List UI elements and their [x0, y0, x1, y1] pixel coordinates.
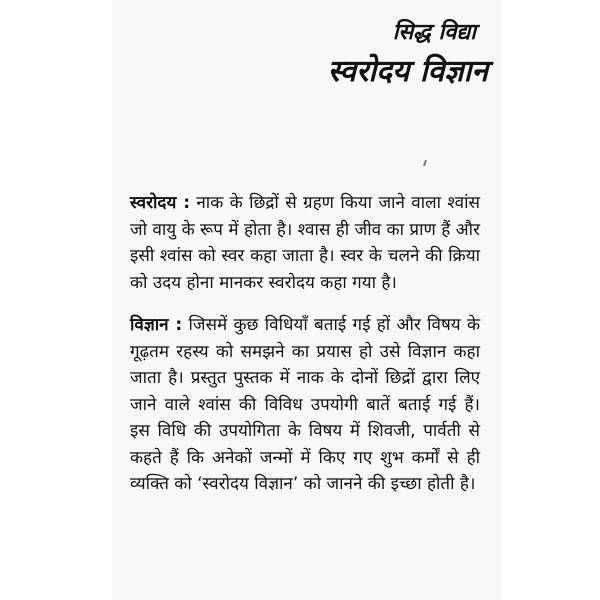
definition-paragraph-vigyan	[130, 312, 480, 498]
definition-paragraph-swarodaya	[130, 190, 480, 296]
page-header	[328, 18, 488, 94]
page-body	[130, 190, 480, 514]
series-title: सिद्ध विद्या	[392, 20, 476, 45]
term-vigyan: विज्ञान :	[130, 315, 183, 335]
definition-vigyan-text: जिसमें कुछ विधियाँ बताई गई हों और विषय के गूढ़तम रहस्य को समझने का प्रयास हो उसे विज्ञान कहा जाता है। प्रस्तुत पुस्तक में नाक के दोनों छिद्रों द्वारा लिए जाने वाले श्वांस की विविध उपयोगी बातें बताई गई हैं। इस विधि की उपयोगिता के विषय में शिवजी, पार्वती से कहते हैं कि अनेकों जन्मों में किए गए शुभ कर्मों से ही व्यक्ति को ‘स्वरोदय विज्ञान’ को जानने की इच्छा होती है।	[130, 315, 480, 494]
term-swarodaya: स्वरोदय :	[130, 193, 190, 213]
definition-swarodaya-text: नाक के छिद्रों से ग्रहण किया जाने वाला श्वांस जो वायु के रूप में होता है। श्वास ही जीव का प्राण हैं और इसी श्वांस को स्वर कहा जाता है। स्वर के चलने की क्रिया को उदय होना मानकर स्वरोदय कहा गया है।	[130, 193, 480, 293]
book-title: स्वरोदय विज्ञान	[327, 54, 488, 89]
